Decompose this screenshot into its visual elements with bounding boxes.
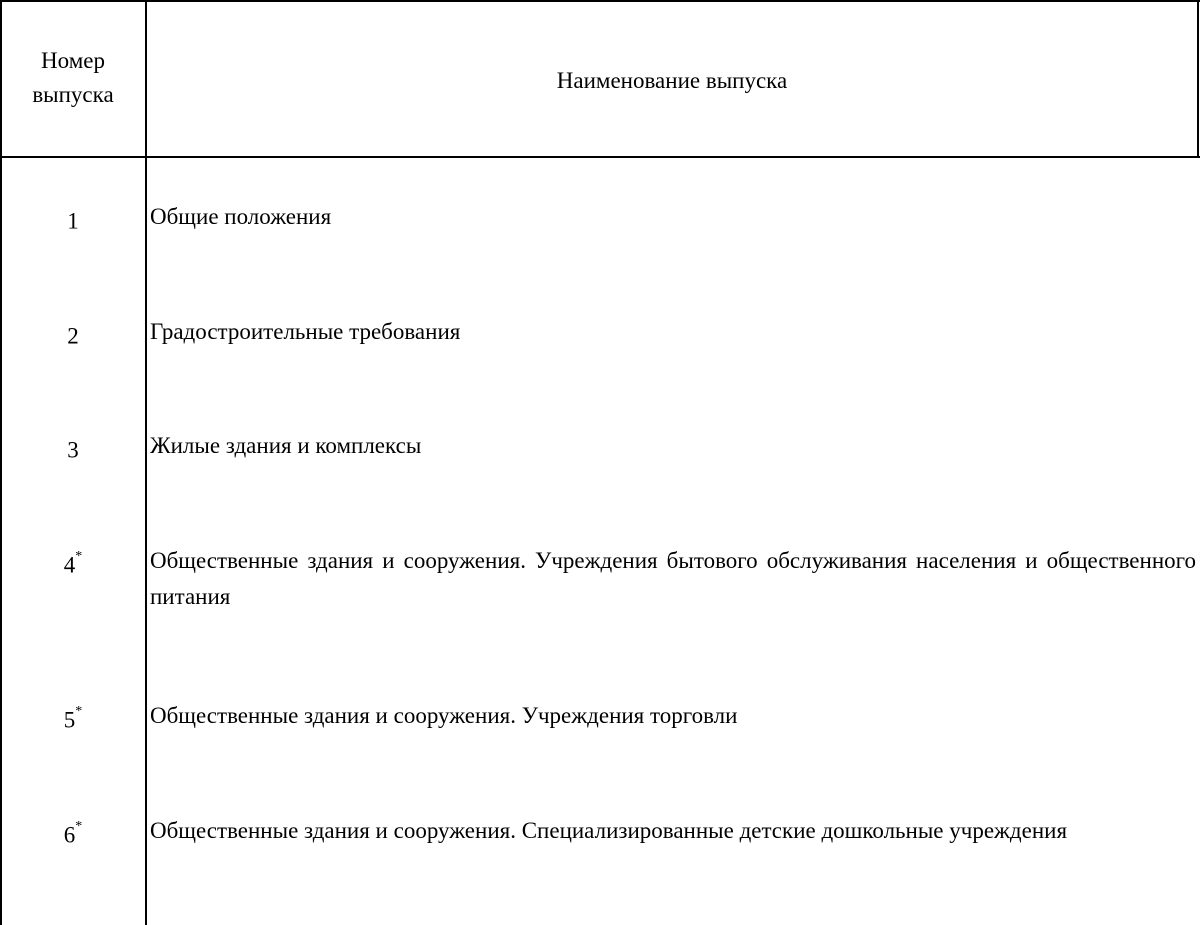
header-number-cell — [2, 44, 144, 112]
row-number-value: 5 — [63, 707, 76, 733]
row-title: Общественные здания и сооружения. Учреждения бытового обслуживания населения и общественного питания — [150, 548, 1196, 609]
row-number — [2, 543, 144, 584]
column-divider — [145, 0, 147, 925]
row-title: Градостроительные требования — [150, 319, 461, 344]
row-number-mark: * — [75, 549, 83, 564]
row-number — [2, 813, 144, 854]
row-number — [2, 199, 144, 240]
row-number-mark: * — [75, 704, 83, 719]
header-number-line1: Номер — [41, 48, 105, 73]
row-title: Общественные здания и сооружения. Специализированные детские дошкольные учреждения — [150, 818, 1068, 843]
row-number — [2, 314, 144, 355]
row-number-value: 1 — [67, 208, 79, 234]
row-number — [2, 698, 144, 739]
row-title: Общие положения — [150, 204, 332, 229]
row-number-value: 6 — [63, 822, 76, 848]
row-number — [2, 428, 144, 469]
row-title: Общественные здания и сооружения. Учреждения торговли — [150, 703, 738, 728]
table-right-border — [1197, 0, 1199, 157]
row-title: Жилые здания и комплексы — [150, 433, 422, 458]
row-number-value: 2 — [67, 323, 79, 349]
row-number-value: 4 — [63, 552, 76, 578]
header-title-cell: Наименование выпуска — [556, 68, 788, 93]
header-number-line2: выпуска — [32, 82, 114, 107]
table-top-border — [0, 0, 1200, 2]
header-bottom-border — [0, 156, 1200, 158]
row-number-value: 3 — [67, 437, 79, 463]
row-number-mark: * — [75, 819, 83, 834]
